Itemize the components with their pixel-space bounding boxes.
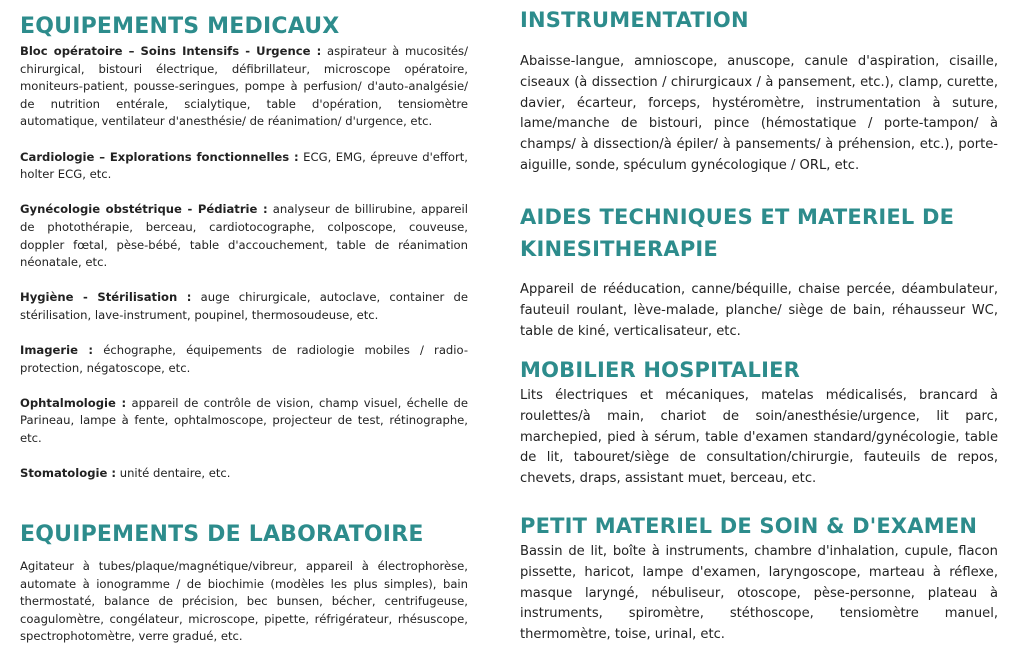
paragraph-imagerie: Imagerie : échographe, équipements de radiologie mobiles / radio-protection, négatoscope, etc. bbox=[20, 343, 468, 375]
heading-mobilier-hospitalier: MOBILIER HOSPITALIER bbox=[520, 358, 801, 382]
section-aides-techniques bbox=[520, 201, 998, 342]
paragraph-gynecologie: Gynécologie obstétrique - Pédiatrie : analyseur de billirubine, appareil de photothérapie, berceau, cardiotocographe, colposcope, couveuse, doppler fœtal, pèse-bébé, table d'accouchement, table de réanimation néonatale, etc. bbox=[20, 202, 468, 270]
paragraph-stomatologie: Stomatologie : unité dentaire, etc. bbox=[20, 466, 231, 481]
paragraph-aides-techniques: Appareil de rééducation, canne/béquille, chaise percée, déambulateur, fauteuil roulant, lève-malade, planche/ siège de bain, réhausseur WC, table de kiné, verticalisateur, etc. bbox=[520, 282, 998, 339]
section-equipements-medicaux bbox=[20, 14, 468, 483]
paragraph-instrumentation: Abaisse-langue, amnioscope, anuscope, canule d'aspiration, cisaille, ciseaux (à dissection / chirurgicaux / à pansement, etc.), clamp, curette, davier, écarteur, forceps, hystéromètre, instrumentation à suture, lame/manche de bistouri, pince (hémostatique / porte-tampon/ à champs/ à dissection/à épiler/ à pansements/ à préhension, etc.), porte-aiguille, sonde, spéculum gynécologique / ORL, etc. bbox=[520, 54, 998, 173]
paragraph-petit-materiel: Bassin de lit, boîte à instruments, chambre d'inhalation, cupule, flacon pissette, haricot, lampe d'examen, laryngoscope, marteau à réflexe, masque laryngé, nébuliseur, otoscope, pèse-personne, plateau à instruments, spiromètre, stéthoscope, tensiomètre manuel, thermomètre, toise, urinal, etc. bbox=[520, 544, 998, 643]
heading-equipements-laboratoire: EQUIPEMENTS DE LABORATOIRE bbox=[20, 522, 424, 547]
paragraph-hygiene: Hygiène - Stérilisation : auge chirurgicale, autoclave, container de stérilisation, lave-instrument, poupinel, thermosoudeuse, etc. bbox=[20, 290, 468, 322]
paragraph-laboratoire: Agitateur à tubes/plaque/magnétique/vibreur, appareil à électrophorèse, automate à ionogramme / de biochimie (modèles les plus simples), bain thermostaté, balance de précision, bec bunsen, bécher, centrifugeuse, coagulomètre, congélateur, microscope, pipette, réfrigérateur, rhésuscope, spectrophotomètre, verre gradué, etc. bbox=[20, 559, 468, 644]
section-petit-materiel bbox=[520, 510, 998, 646]
section-mobilier-hospitalier bbox=[520, 354, 998, 490]
heading-petit-materiel: PETIT MATERIEL DE SOIN & D'EXAMEN bbox=[520, 514, 978, 538]
heading-instrumentation: INSTRUMENTATION bbox=[520, 8, 749, 32]
paragraph-ophtalmologie: Ophtalmologie : appareil de contrôle de vision, champ visuel, échelle de Parineau, lampe à fente, ophtalmoscope, projecteur de test, rétinographe, etc. bbox=[20, 395, 468, 446]
heading-aides-techniques: AIDES TECHNIQUES ET MATERIEL DE KINESITHERAPIE bbox=[520, 205, 955, 261]
paragraph-bloc-operatoire: Bloc opératoire – Soins Intensifs - Urgence : aspirateur à mucosités/ chirurgical, bistouri électrique, défibrillateur, microscope opératoire, moniteurs-patient, pousse-seringues, pompe à perfusion/ d'auto-analgésie/ de nutrition entérale, scialytique, table d'opération, tensiomètre automatique, ventilateur d'anesthésie/ de réanimation/ d'urgence, etc. bbox=[20, 44, 469, 129]
heading-equipements-medicaux: EQUIPEMENTS MEDICAUX bbox=[20, 14, 340, 39]
section-instrumentation bbox=[520, 4, 998, 177]
paragraph-cardiologie: Cardiologie – Explorations fonctionnelles : ECG, EMG, épreuve d'effort, holter ECG, etc. bbox=[20, 149, 468, 182]
section-equipements-laboratoire bbox=[20, 522, 468, 646]
paragraph-mobilier-hospitalier: Lits électriques et mécaniques, matelas médicalisés, brancard à roulettes/à main, chariot de soin/anesthésie/urgence, lit parc, marchepied, pied à sérum, table d'examen standard/gynécologie, table de lit, tabouret/siège de consultation/chirurgie, fauteuils de repos, chevets, draps, assistant muet, berceau, etc. bbox=[520, 388, 998, 487]
